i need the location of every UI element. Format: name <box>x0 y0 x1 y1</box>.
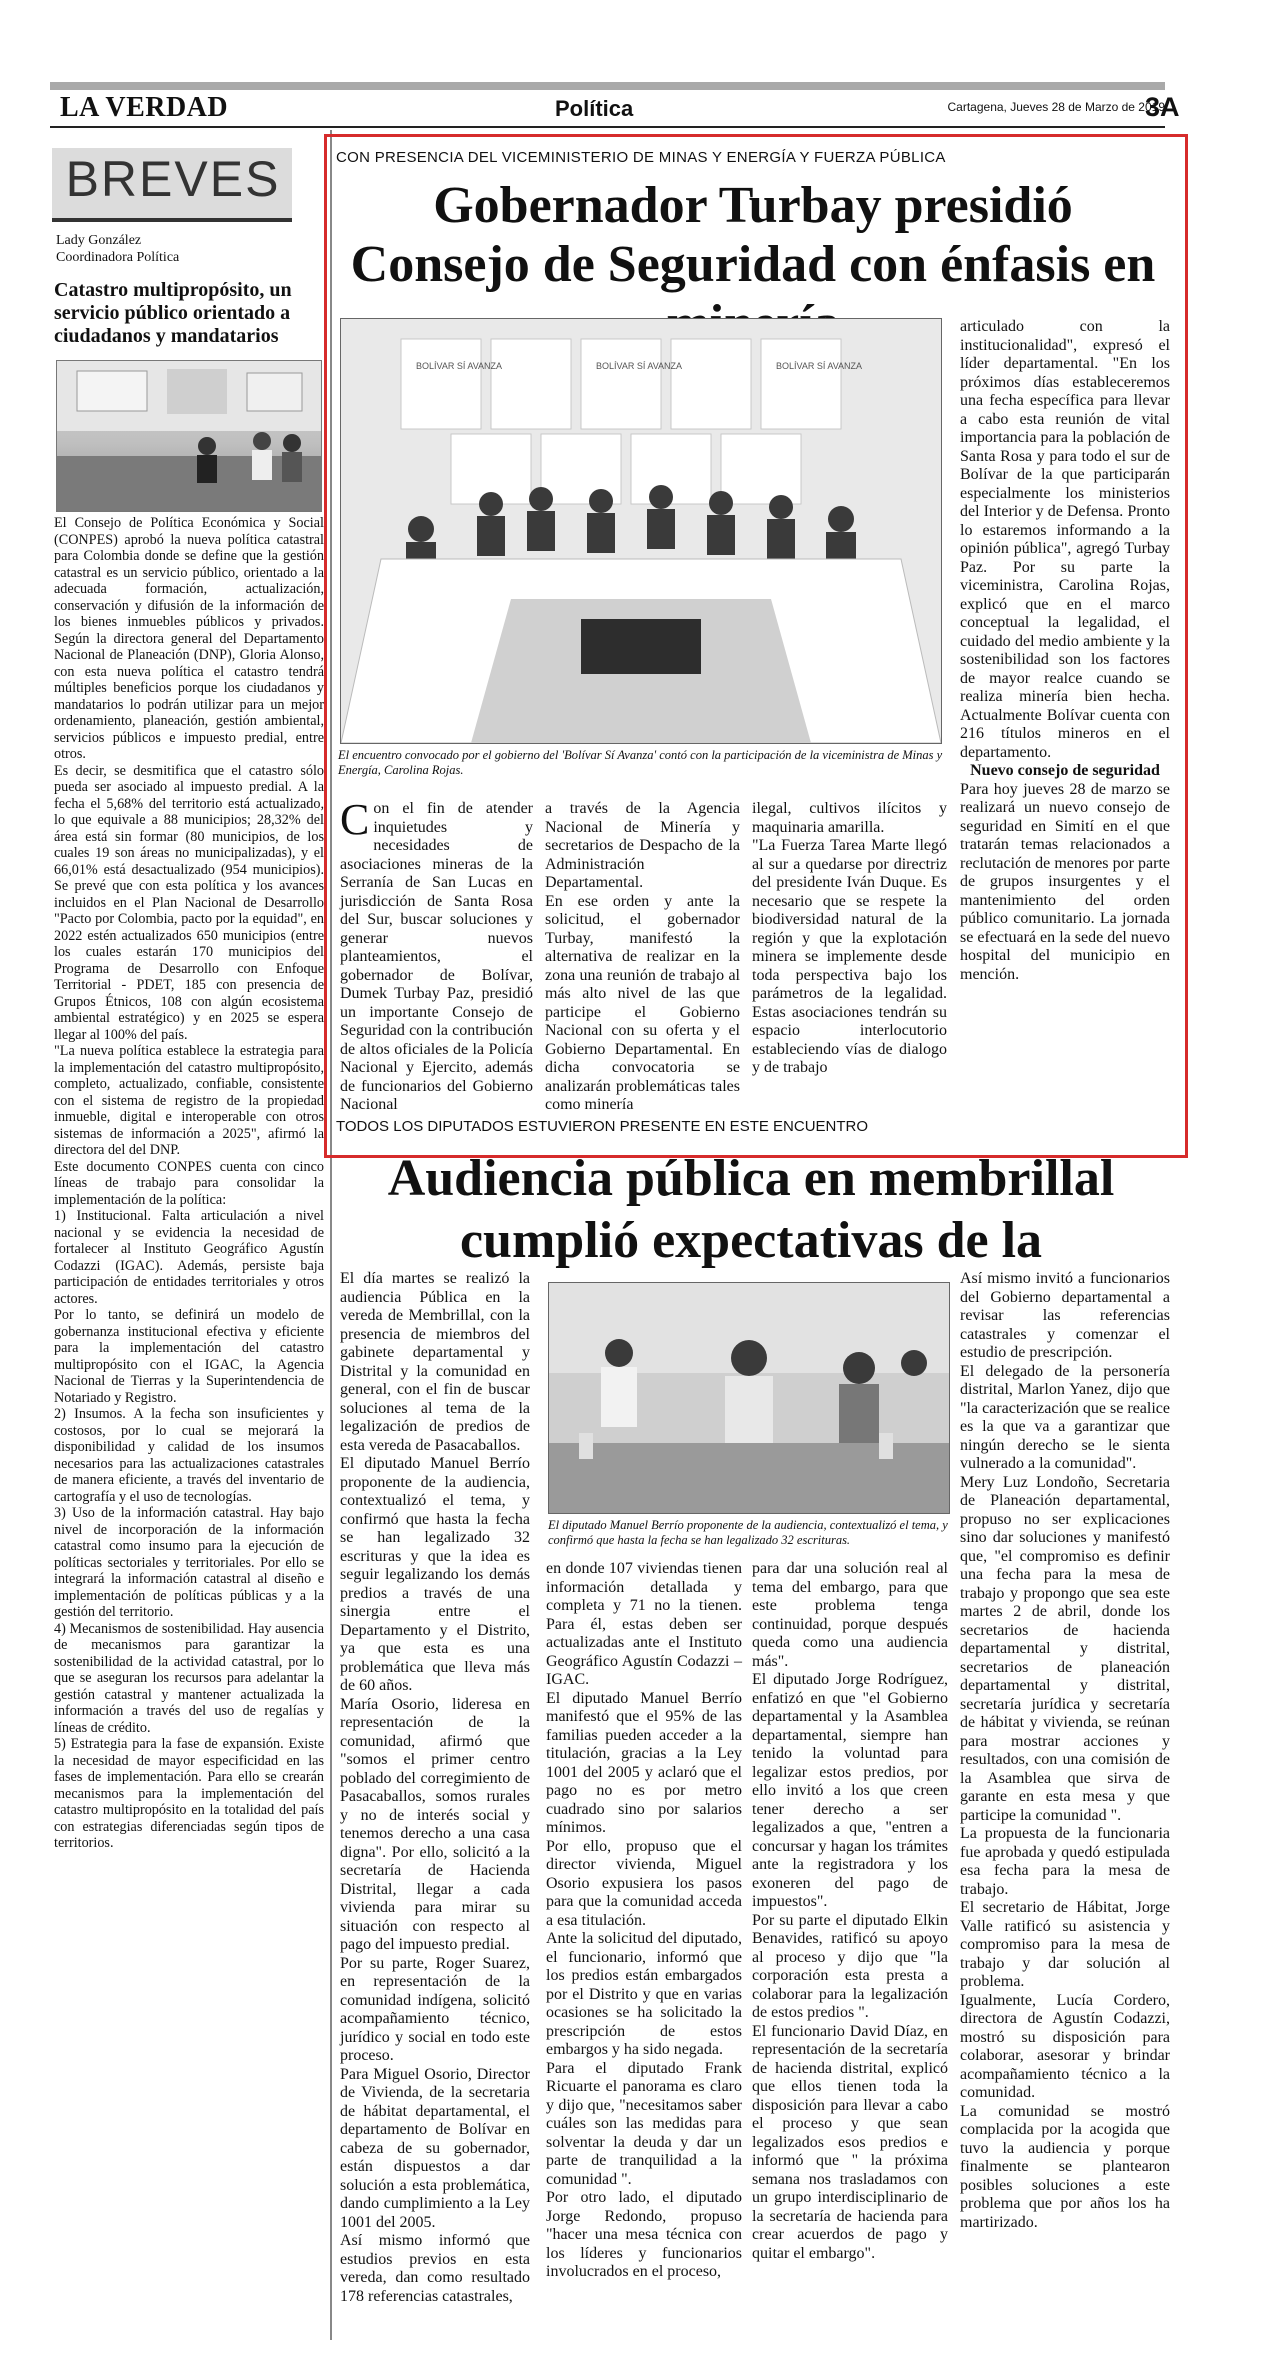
banner-text: BOLÍVAR SÍ AVANZA <box>416 361 503 371</box>
breves-label: BREVES <box>65 151 281 207</box>
story1-photo <box>340 318 942 744</box>
breves-byline <box>56 232 179 266</box>
story2-column-2: en donde 107 viviendas tienen información detallada y completa y 71 no la tienen. Para él, estas deben ser actualizadas ante el Instituto Geográfico Agustín Codazzi – IGAC. El diputado Manuel Berrío manifestó que el 95% de las familias pueden acceder a la titulación, gracias a la Ley 1001 del 2005 y aclaró que el pago no es por metro cuadrado sino por salarios mínimos. Por ello, propuso que el director vivienda, Miguel Osorio expusiera los pasos para que la comunidad acceda a esa titulación. Ante la solicitud del diputado, el funcionario, informó que los predios están embargados por el Distrito y que en varias ocasiones se ha solicitado la prescripción de estos embargos y ha sido negada. Para el diputado Frank Ricuarte el panorama es claro y dijo que, "necesitamos saber cuáles son las medidas para solventar la deuda y dar un parte de tranquilidad a la comunidad ". Por otro lado, el diputado Jorge Redondo, propuso "hacer una mesa técnica con los líderes y funcionarios involucrados en el proceso, <box>546 1560 742 2280</box>
brief-headline: Catastro multipropósito, un servicio público orientado a ciudadanos y mandatarios <box>54 279 292 347</box>
dateline: Cartagena, Jueves 28 de Marzo de 2019 <box>947 100 1165 114</box>
author-role: Coordinadora Política <box>56 250 180 265</box>
story1-subhead: Nuevo consejo de seguridad <box>970 762 1160 779</box>
story2-photo <box>548 1282 950 1514</box>
author-name: Lady González <box>56 233 142 248</box>
story1-column-1: C on el fin de atender inquietudes y necesidades de asociaciones mineras de la Serranía de San Lucas en jurisdicción de Santa Rosa del Sur, buscar soluciones y generar nuevos planteamientos, el gobernador de Bolívar, Dumek Turbay Paz, presidió un importante Consejo de Seguridad con la contribución de altos oficiales de la Policía Nacional y Ejercito, además de funcionarios del Gobierno Nacional <box>340 795 533 1113</box>
story1-caption: El encuentro convocado por el gobierno del 'Bolívar Sí Avanza' contó con la participación de la viceministra de Minas y Energía, Carolina Rojas. <box>338 748 943 777</box>
story1-column-4: articulado con la institucionalidad", expresó el líder departamental. "En los próximos días estableceremos una fecha específica para llevar a cabo esta reunión de vital importancia para la población de Santa Rosa y para todo el sur de Bolívar de la que participarán especialmente los ministerios del Interior y de Defensa. Pronto lo estaremos informando a la opinión pública", agregó Turbay Paz. Por su parte la viceministra, Carolina Rojas, explicó que en el marco conceptual la legalidad, el cuidado del medio ambiente y la sostenibilidad son los factores de mayor realce cuando se realiza minería bien hecha. Actualmente Bolívar cuenta con 216 títulos mineros en el departamento. Nuevo consejo de seguridad Para hoy jueves 28 de marzo se realizará un nuevo consejo de seguridad en Simití en el que tratarán temas relacionados a reclutación de menores por parte de grupos insurgentes y el mantenimiento del orden público comunitario. La jornada se efectuará en la sede del nuevo hospital del municipio en mención. <box>960 318 1170 983</box>
page-number: 3A <box>1145 92 1180 122</box>
banner-text: BOLÍVAR SÍ AVANZA <box>596 361 683 371</box>
story2-column-4: Así mismo invitó a funcionarios del Gobierno departamental a revisar las referencias catastrales y comenzar el estudio de prescripción. El delegado de la personería distrital, Marlon Yanez, dijo que "la caracterización que se realice es la que va a garantizar que ningún derecho se le sienta vulnerado a la comunidad". Mery Luz Londoño, Secretaria de Planeación departamental, propuso no ser explicaciones sino dar soluciones y manifestó que, "el compromiso es definir una fecha para la mesa de trabajo y propongo que sea este martes 2 de abril, donde los secretarios de hacienda departamental y distrital, secretarios de planeación departamental y distrital, secretaría jurídica y secretaría de hábitat y vivienda, se reúnan para mostrar acciones y resultados, con una comisión de la Asamblea que sirva de garante en esta mesa y que participe la comunidad ". La propuesta de la funcionaria fue aprobada y quedó estipulada esa fecha para la mesa de trabajo. El secretario de Hábitat, Jorge Valle ratificó su asistencia y compromiso para la mesa de trabajo y dar solución al problema. Igualmente, Lucía Cordero, directora de Agustín Codazzi, mostró su disposición para colaborar, asesorar y brindar acompañamiento técnico a la comunidad. La comunidad se mostró complacida por la acogida que tuvo la audiencia y porque finalmente se plantearon posibles soluciones a este problema que por años los ha martirizado. <box>960 1270 1170 2231</box>
meeting-photo-illustration <box>341 319 941 743</box>
top-bar <box>50 82 1165 90</box>
story2-headline: Audiencia pública en membrillal cumplió expectativas de la <box>387 1150 1115 1269</box>
story1-kicker: CON PRESENCIA DEL VICEMINISTERIO DE MINAS Y ENERGÍA Y FUERZA PÚBLICA <box>336 149 946 166</box>
story1-headline: Gobernador Turbay presidió Consejo de Seguridad con énfasis en <box>350 177 1156 293</box>
header-rule <box>50 126 1165 128</box>
story1-column-2: a través de la Agencia Nacional de Minería y secretarios de Despacho de la Administración Departamental. En ese orden y ante la solicitud, el gobernador Turbay, manifestó la alternativa de realizar en la zona una reunión de trabajo al más alto nivel de las que participe el Gobierno Nacional con su oferta y el Gobierno Departamental. En dicha convocatoria se analizarán problemáticas tales como minería <box>545 800 740 1113</box>
story2-column-3: para dar una solución real al tema del embargo, para que este problema tenga continuidad, porque después queda como una audiencia más". El diputado Jorge Rodríguez, enfatizó en que "el Gobierno departamental y la Asamblea departamental, siempre han tenido la voluntad para legalizar estos predios, por ello invitó a los que creen tener derecho a ser legalizados a que, "entren a concursar y hagan los trámites ante la registradora y los exoneren del pago de impuestos". Por su parte el diputado Elkin Benavides, ratificó su apoyo al proceso y dijo que "la corporación esta presta a colaborar para la legalización de estos predios ". El funcionario David Díaz, en representación de la secretaría de hacienda distrital, explicó que ellos tienen toda la disposición para llevar a cabo el proceso y que sean legalizados esos predios e informó que " la próxima semana nos trasladamos con un grupo interdisciplinario de la secretaría de hacienda para crear acuerdos de pago y quitar el embargo". <box>752 1560 948 2262</box>
story2-kicker: TODOS LOS DIPUTADOS ESTUVIERON PRESENTE EN ESTE ENCUENTRO <box>336 1118 869 1135</box>
story2-caption: El diputado Manuel Berrío proponente de la audiencia, contextualizó el tema, y confirmó que hasta la fecha se han legalizado 32 escrituras. <box>548 1518 948 1547</box>
office-photo-illustration <box>57 361 321 511</box>
story2-column-1: El día martes se realizó la audiencia Pública en la vereda de Membrillal, con la presencia de miembros del gabinete departamental y Distrital y la comunidad en general, con el fin de buscar soluciones al tema de la legalización de predios de esta vereda de Pasacaballos. El diputado Manuel Berrío proponente de la audiencia, contextualizó el tema, y confirmó que hasta la fecha se han legalizado 32 escrituras y que la idea es seguir legalizando los demás predios a través de una sinergia entre el Departamento y el Distrito, ya que esta es una problemática que lleva más de 60 años. María Osorio, lideresa en representación de la comunidad, afirmó que "somos el primer centro poblado del corregimiento de Pasacaballos, somos rurales y no de interés social y tenemos derecho a una casa digna". Por ello, solicitó a la secretaría de Hacienda Distrital, llegar a cada vivienda para mirar su situación con respecto al pago del impuesto predial. Por su parte, Roger Suarez, en representación de la comunidad indígena, solicitó acompañamiento técnico, jurídico y social en todo este proceso. Para Miguel Osorio, Director de Vivienda, de la secretaria de hábitat departamental, el departamento de Bolívar en cabeza de su gobernador, están dispuestos a dar solución a esta problemática, dando cumplimiento a la Ley 1001 del 2005. Así mismo informó que estudios previos en esta vereda, dan como resultado 178 referencias catastrales, <box>340 1270 530 2305</box>
brief-body: El Consejo de Política Económica y Social (CONPES) aprobó la nueva política catastral para Colombia donde se define que la gestión catastral es un servicio público, orientado a la adecuada formación, actualización, conservación y difusión de la información de los bienes inmuebles públicos y privados. Según la directora general del Departamento Nacional de Planeación (DNP), Gloria Alonso, con esta nueva política el catastro tendrá múltiples beneficios porque los ciudadanos y mandatarios lo podrán utilizar para un mejor ordenamiento, planeación, gestión ambiental, servicios públicos e impuesto predial, entre otros. Es decir, se desmitifica que el catastro sólo pueda ser asociado al impuesto predial. A la fecha el 5,68% del territorio está actualizado, lo que equivale a 88 municipios; 28,32% del área está sin formar (80 municipios, de los cuales 19 son áreas no municipalizadas), y el 66,01% está desactualizado (954 municipios). Se prevé que con esta política y los avances incluidos en el Plan Nacional de Desarrollo "Pacto por Colombia, pacto por la equidad", en 2022 estén actualizados 650 municipios (entre los cuales estarán 170 municipios del Programa de Desarrollo con Enfoque Territorial - PDET, 185 con presencia de Grupos Étnicos, 108 con algún ecosistema ambiental estratégico) y en 2025 se espera llegar al 100% del país. "La nueva política establece la estrategia para la implementación del catastro multipropósito, completo, actualizado, confiable, consistente con el sistema de registro de la propiedad inmueble, digital e interoperable con otros sistemas de información a 2025", afirmó la directora del del DNP. Este documento CONPES cuenta con cinco líneas de trabajo para consolidar la implementación de la política: 1) Institucional. Falta articulación a nivel nacional y se evidencia la necesidad de fortalecer al Instituto Geográfico Agustín Codazzi (IGAC). Además, persiste baja participación de entidades territoriales y otros actores. Por lo tanto, se definirá un modelo de gobernanza institucional efectiva y eficiente para la implementación del catastro multipropósito con el IGAC, la Agencia Nacional de Tierras y la Superintendencia de Notariado y Registro. 2) Insumos. A la fecha son insuficientes y costosos, por lo cual se mejorará la disponibilidad y calidad de los insumos necesarios para las actualizaciones catastrales de manera eficiente, a través del inventario de cartografía y el uso de tecnologías. 3) Uso de la información catastral. Hay bajo nivel de incorporación de la información catastral como insumo para la ejecución de políticas sectoriales y territoriales. Por ello se integrará la información catastral al diseño e implementación de políticas públicas y a la gestión del territorio. 4) Mecanismos de sostenibilidad. Hay ausencia de mecanismos para garantizar la sostenibilidad de la actividad catastral, por lo que se aseguran los recursos para adelantar la gestión catastral y mantener actualizada la información a través del uso de regalías y líneas de crédito. 5) Estrategia para la fase de expansión. Existe la necesidad de mayor especificidad en las fases de implementación. Para ello se crearán mecanismos para la implementación del catastro multipropósito en la totalidad del país con estrategias diferenciadas según tipos de territorios. <box>54 515 324 1851</box>
story1-column-3: ilegal, cultivos ilícitos y maquinaria amarilla. "La Fuerza Tarea Marte llegó al sur a quedarse por directriz del presidente Iván Duque. Es necesario que se respete la biodiversidad natural de la región y que la explotación minera se implemente desde toda perspectiva bajo los parámetros de la legalidad. Estas asociaciones tendrán su espacio interlocutorio estableciendo vías de dialogo y de trabajo <box>752 800 947 1076</box>
banner-text: BOLÍVAR SÍ AVANZA <box>776 361 863 371</box>
drop-cap: C <box>340 795 370 844</box>
section-name: Política <box>555 96 634 121</box>
audience-photo-illustration <box>549 1283 949 1513</box>
newspaper-name: LA VERDAD <box>60 92 229 123</box>
brief-photo <box>56 360 322 512</box>
